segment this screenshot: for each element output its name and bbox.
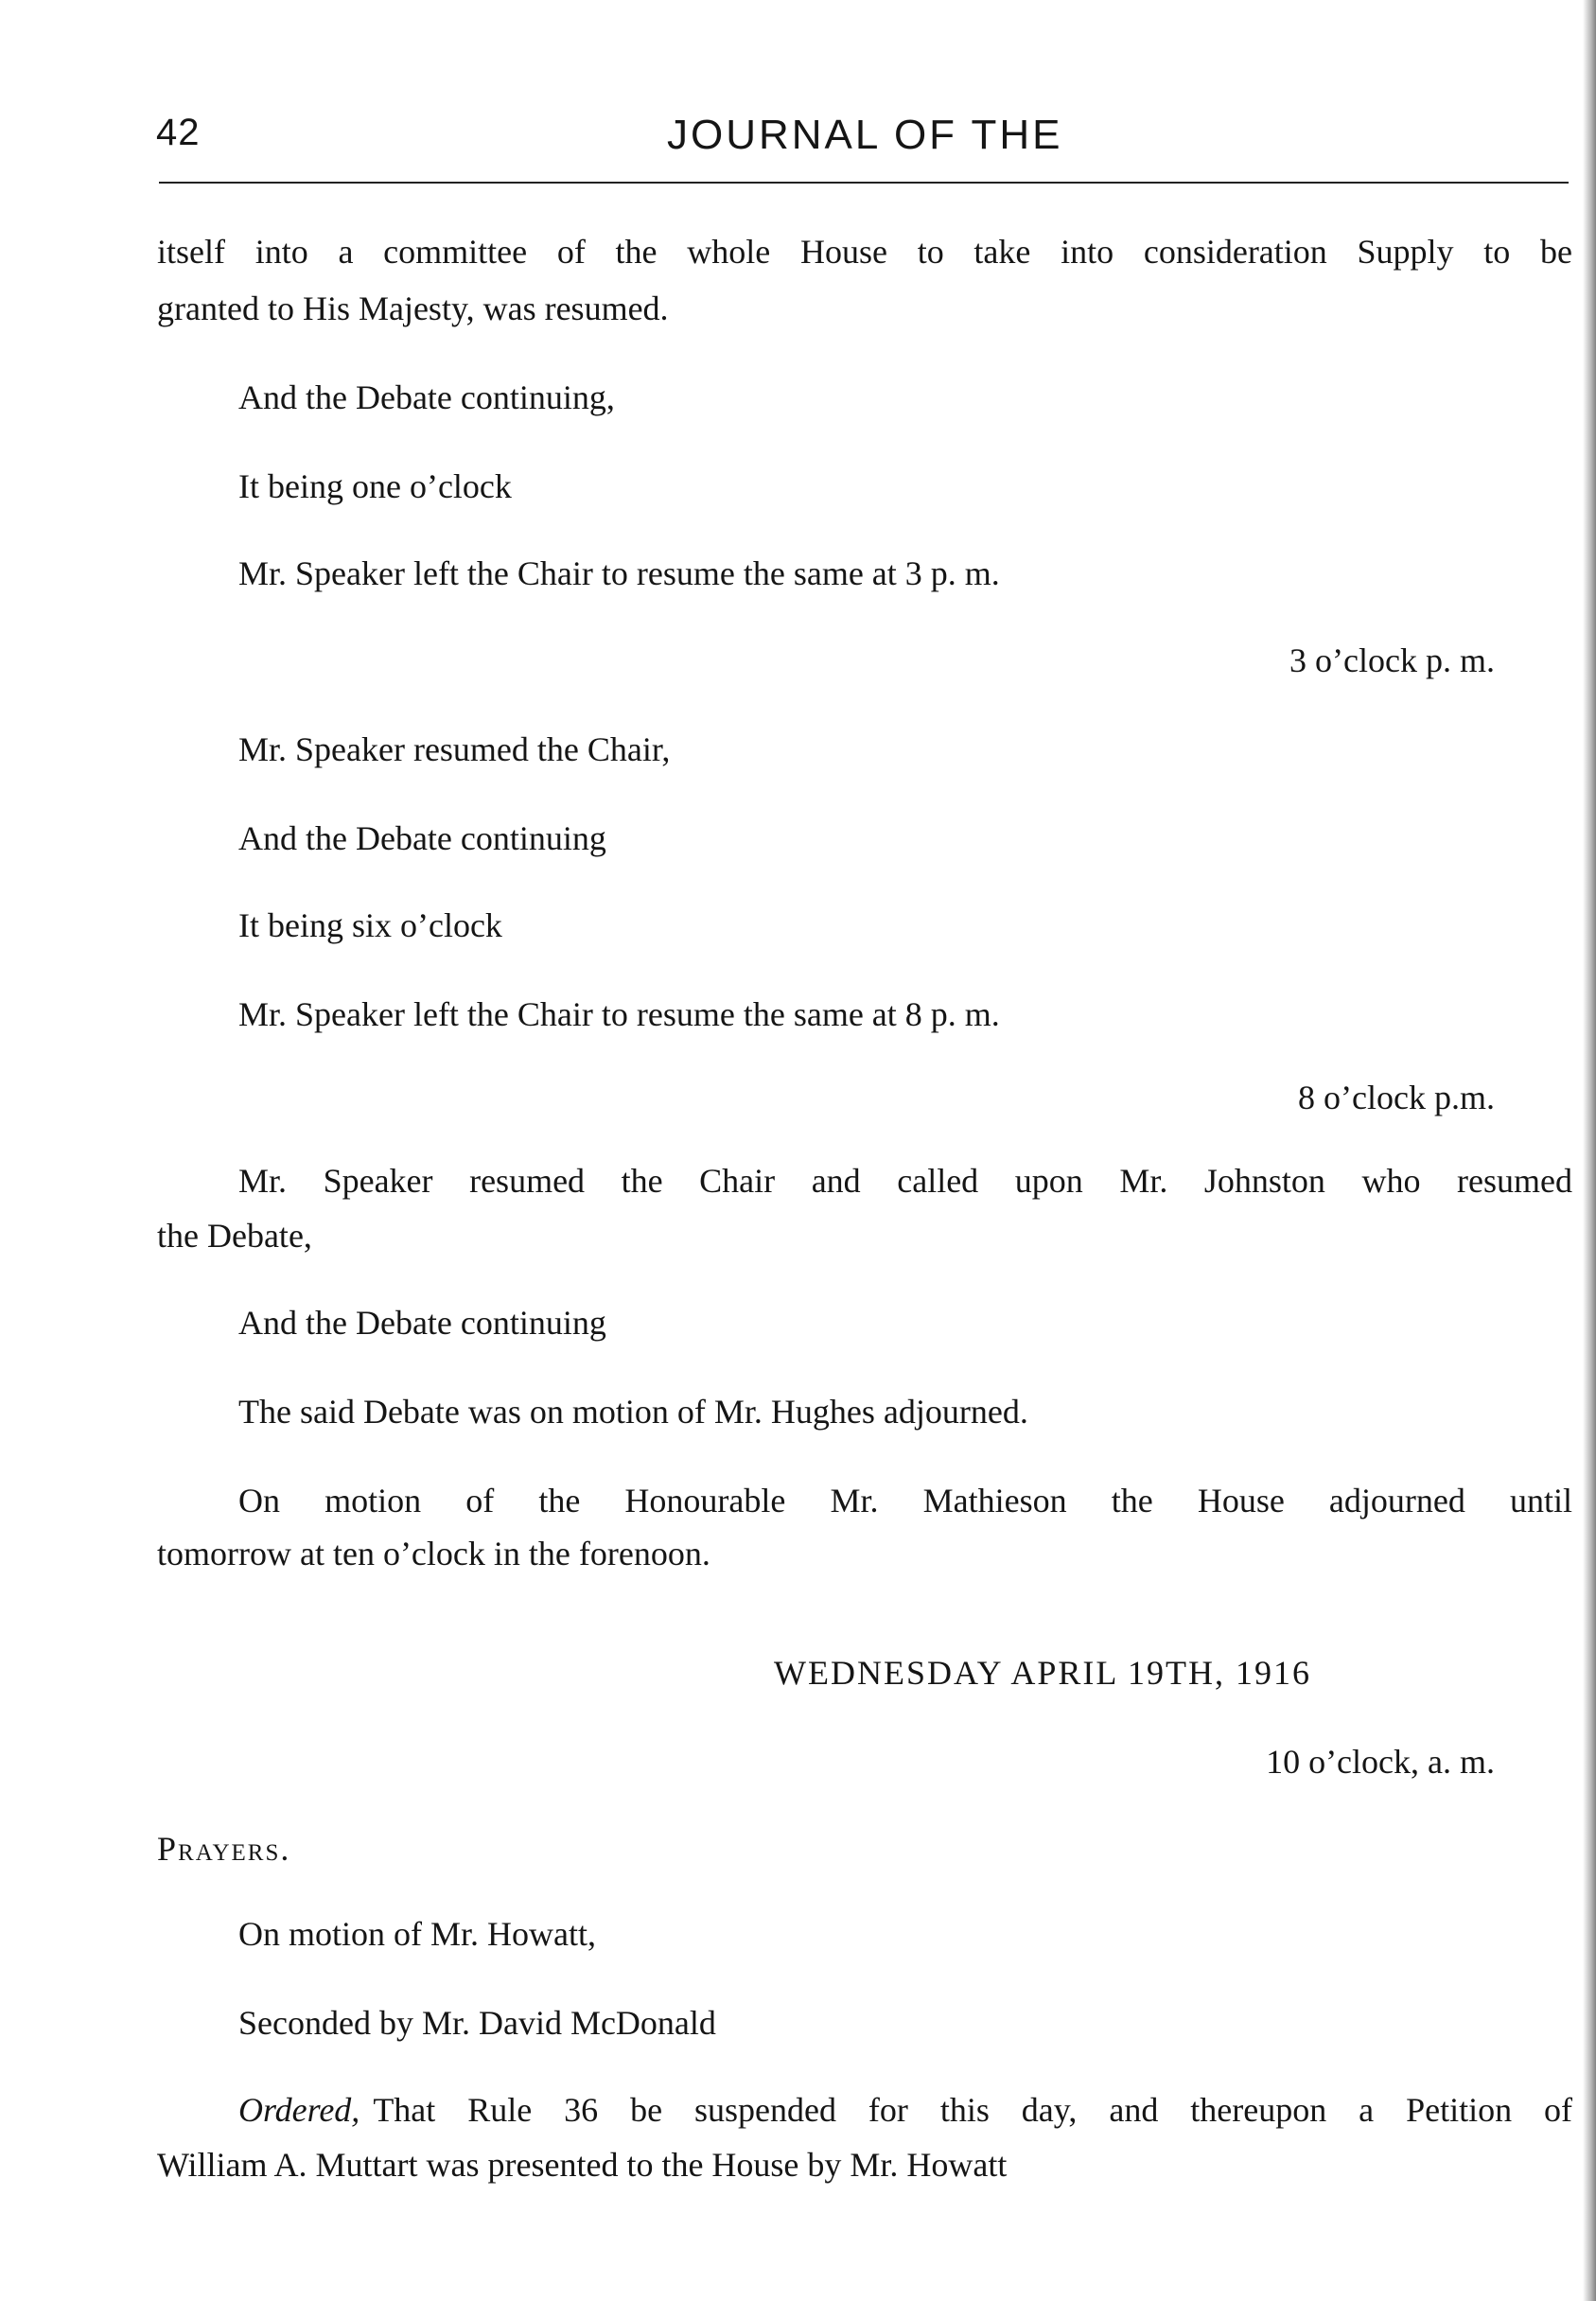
text-line: Mr. Speaker left the Chair to resume the same at 8 p. m. xyxy=(238,995,1000,1033)
text-line: tomorrow at ten o’clock in the forenoon. xyxy=(157,1535,710,1572)
text-line: On motion of the Honourable Mr. Mathieson the House adjourned until xyxy=(238,1482,1572,1519)
text-line: And the Debate continuing, xyxy=(238,378,615,416)
text-line: And the Debate continuing xyxy=(238,1304,606,1342)
text-line: Mr. Speaker resumed the Chair, xyxy=(238,730,671,768)
text-line: Seconded by Mr. David McDonald xyxy=(238,2004,716,2042)
text-line: Mr. Speaker resumed the Chair and called upon Mr. Johnston who resumed xyxy=(238,1162,1572,1200)
text-line: itself into a committee of the whole House to take into consideration Supply to be xyxy=(157,233,1572,271)
text-line: the Debate, xyxy=(157,1217,312,1255)
text-line: And the Debate continuing xyxy=(238,819,606,857)
section-heading: Prayers. xyxy=(157,1830,291,1868)
text-line: Mr. Speaker left the Chair to resume the same at 3 p. m. xyxy=(238,554,1000,592)
page-edge-shadow xyxy=(1583,0,1596,2301)
running-head: JOURNAL OF THE xyxy=(667,112,1063,158)
date-heading: WEDNESDAY APRIL 19TH, 1916 xyxy=(774,1654,1312,1692)
time-note: 8 o’clock p.m. xyxy=(1298,1079,1495,1116)
page-number: 42 xyxy=(156,112,201,153)
text-line: granted to His Majesty, was resumed. xyxy=(157,290,669,327)
time-note: 10 o’clock, a. m. xyxy=(1266,1743,1495,1781)
ordered-label: Ordered, xyxy=(238,2091,360,2129)
ordered-text: That Rule 36 be suspended for this day, and thereupon a Petition of xyxy=(373,2091,1572,2129)
text-line: It being one o’clock xyxy=(238,467,512,505)
page-header xyxy=(156,112,1556,168)
time-note: 3 o’clock p. m. xyxy=(1289,641,1495,679)
header-rule xyxy=(159,182,1569,184)
text-line xyxy=(238,2091,1572,2129)
text-line: On motion of Mr. Howatt, xyxy=(238,1915,596,1953)
text-line: William A. Muttart was presented to the House by Mr. Howatt xyxy=(157,2146,1008,2184)
text-line: It being six o’clock xyxy=(238,906,502,944)
text-line: The said Debate was on motion of Mr. Hughes adjourned. xyxy=(238,1393,1028,1431)
